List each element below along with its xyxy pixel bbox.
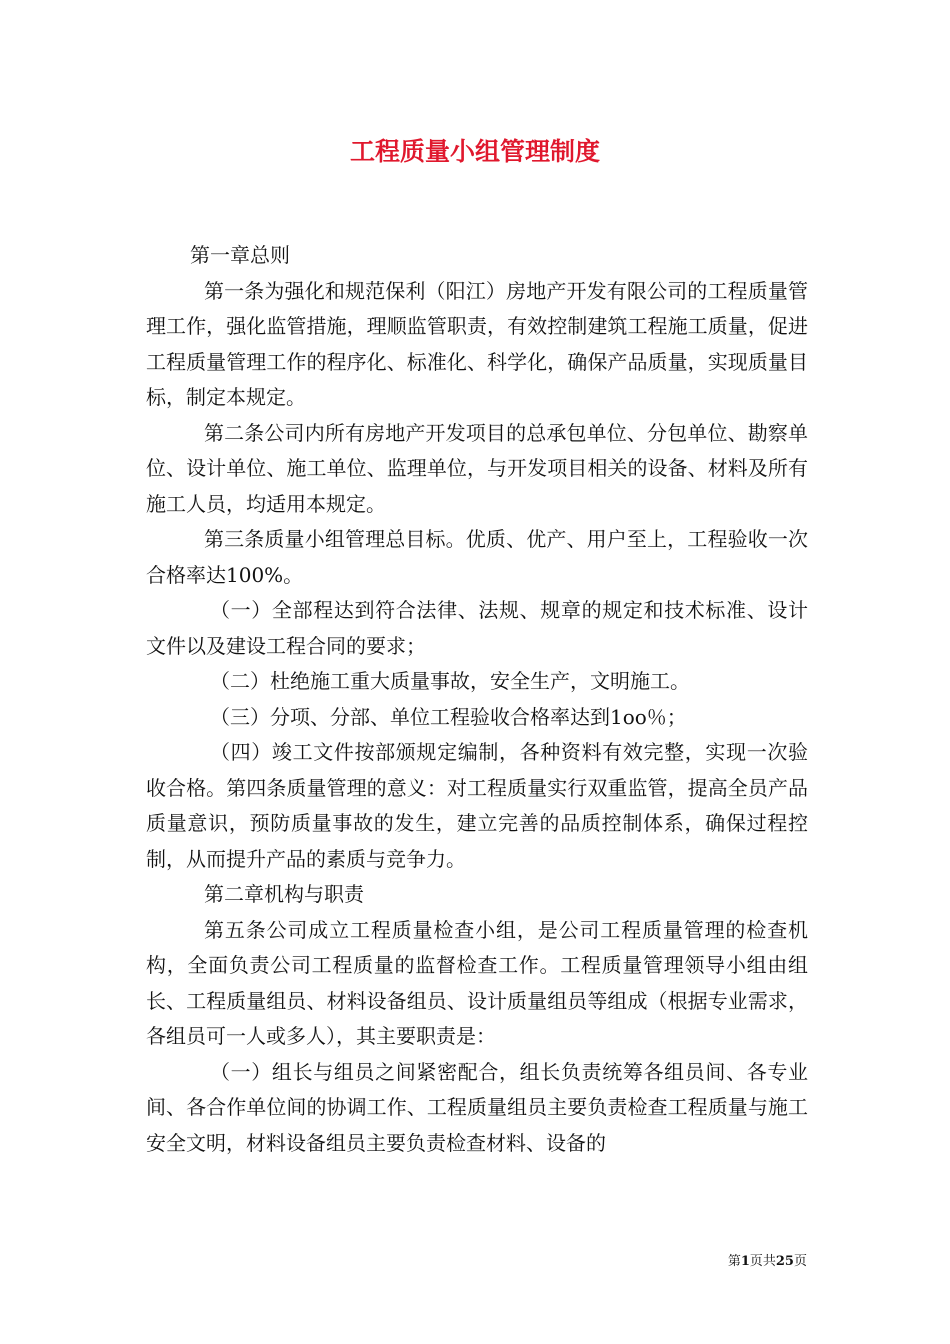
footer-current-page: 1 bbox=[740, 1254, 750, 1269]
paragraph: 第一章总则 bbox=[190, 243, 290, 267]
paragraph: 第一条为强化和规范保利（阳江）房地产开发有限公司的工程质量管理工作，强化监管措施，理顺监管职责，有效控制建筑工程施工质量，促进工程质量管理工作的程序化、标准化、科学化，确保产品质量，实现质量目标，制定本规定。 bbox=[146, 278, 808, 409]
paragraph: （四）竣工文件按部颁规定编制，各种资料有效完整，实现一次验收合格。第四条质量管理的意义：对工程质量实行双重监管，提高全员产品质量意识，预防质量事故的发生，建立完善的品质控制体系，确保过程控制，从而提升产品的素质与竞争力。 bbox=[146, 740, 808, 871]
paragraph: 第二章机构与职责 bbox=[204, 882, 364, 906]
paragraph: 第二条公司内所有房地产开发项目的总承包单位、分包单位、勘察单位、设计单位、施工单位、监理单位，与开发项目相关的设备、材料及所有施工人员，均适用本规定。 bbox=[146, 420, 808, 516]
footer-suffix: 页 bbox=[793, 1254, 807, 1269]
document-title: 工程质量小组管理制度 bbox=[349, 137, 600, 166]
paragraph: （一）组长与组员之间紧密配合，组长负责统筹各组员间、各专业间、各合作单位间的协调工作、工程质量组员主要负责检查工程质量与施工安全文明，材料设备组员主要负责检查材料、设备的 bbox=[146, 1059, 808, 1155]
paragraph: 第三条质量小组管理总目标。优质、优产、用户至上，工程验收一次合格率达100%。 bbox=[146, 527, 808, 587]
paragraph: （三）分项、分部、单位工程验收合格率达到1oo％； bbox=[210, 704, 687, 729]
paragraph: 第五条公司成立工程质量检查小组，是公司工程质量管理的检查机构，全面负责公司工程质量的监督检查工作。工程质量管理领导小组由组长、工程质量组员、材料设备组员、设计质量组员等组成（根据专业需求，各组员可一人或多人），其主要职责是： bbox=[146, 917, 808, 1048]
page-footer bbox=[728, 1250, 807, 1269]
paragraph: （一）全部程达到符合法律、法规、规章的规定和技术标准、设计文件以及建设工程合同的要求； bbox=[146, 598, 808, 658]
document-body bbox=[146, 238, 808, 1161]
paragraph: （二）杜绝施工重大质量事故，安全生产，文明施工。 bbox=[210, 669, 690, 693]
footer-middle: 页共 bbox=[749, 1254, 776, 1269]
footer-total-pages: 25 bbox=[775, 1254, 794, 1269]
footer-prefix: 第 bbox=[727, 1254, 741, 1269]
